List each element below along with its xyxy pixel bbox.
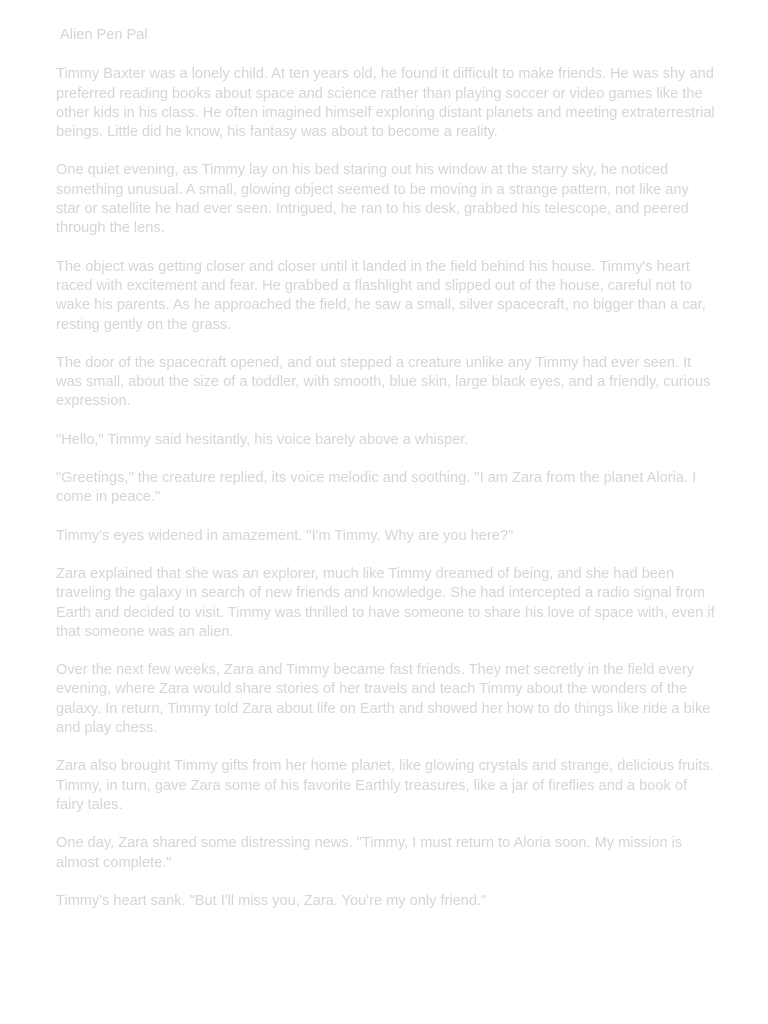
paragraph: Over the next few weeks, Zara and Timmy became fast friends. They met secretly in the field every evening, where Zara would share stories of her travels and teach Timmy about the wonders of the galaxy. In return, Timmy told Zara about life on Earth and showed her how to do things like ride a bike and play chess. [56,662,711,737]
paragraph: Zara also brought Timmy gifts from her home planet, like glowing crystals and strange, delicious fruits. Timmy, in turn, gave Zara some of his favorite Earthly treasures, like a jar of fireflies and a book of fairy tales. [56,758,714,813]
paragraph: Zara explained that she was an explorer, much like Timmy dreamed of being, and she had been traveling the galaxy in search of new friends and knowledge. She had intercepted a radio signal from Earth and decided to visit. Timmy was thrilled to have someone to share his love of space with, even if that someone was an alien. [56,565,715,640]
paragraph: The door of the spacecraft opened, and out stepped a creature unlike any Timmy had ever seen. It was small, about the size of a toddler, with smooth, blue skin, large black eyes, and a friendly, curious expression. [56,354,711,410]
paragraph: Timmy's eyes widened in amazement. "I'm Timmy. Why are you here?" [56,527,514,544]
paragraph: One quiet evening, as Timmy lay on his bed staring out his window at the starry sky, he noticed something unusual. A small, glowing object seemed to be moving in a strange pattern, not like any star or satellite he had ever seen. Intrigued, he ran to his desk, grabbed his telescope, and peered through the lens. [56,162,689,237]
paragraph: One day, Zara shared some distressing news. "Timmy, I must return to Aloria soon. My mission is almost complete." [56,835,683,871]
paragraph: "Hello," Timmy said hesitantly, his voice barely above a whisper. [56,431,469,448]
paragraph: Timmy Baxter was a lonely child. At ten years old, he found it difficult to make friends. He was shy and preferred reading books about space and science rather than playing soccer or video games like the other kids in his class. He often imagined himself exploring distant planets and meeting extraterrestrial beings. Little did he know, his fantasy was about to become a reality. [56,66,715,141]
paragraph: Timmy's heart sank. "But I'll miss you, Zara. You're my only friend." [56,892,487,909]
paragraph: "Greetings," the creature replied, its voice melodic and soothing. "I am Zara from the planet Aloria. I come in peace." [56,470,697,506]
paragraph: The object was getting closer and closer until it landed in the field behind his house. Timmy's heart raced with excitement and fear. He grabbed a flashlight and slipped out of the house, careful not to wake his parents. As he approached the field, he saw a small, silver spacecraft, no bigger than a car, resting gently on the grass. [56,258,706,333]
document [56,26,716,930]
document-title: Alien Pen Pal [60,27,148,43]
